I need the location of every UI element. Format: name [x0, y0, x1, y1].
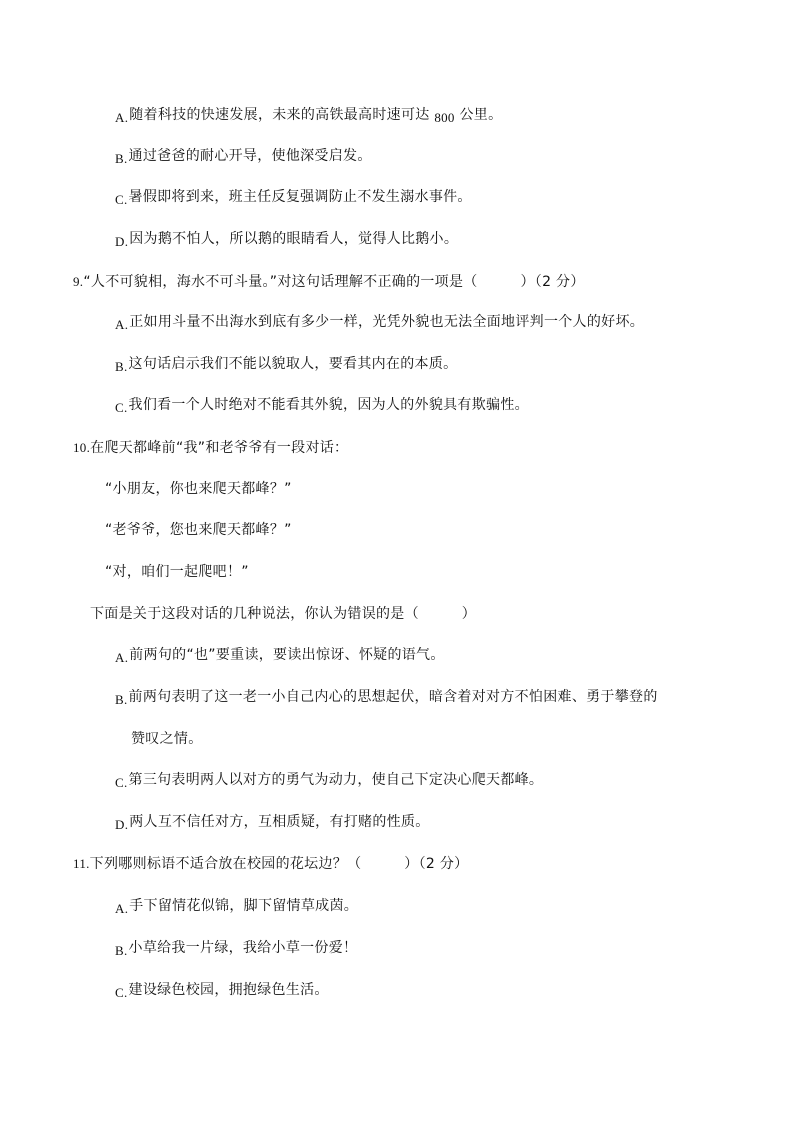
q8-option-a	[115, 105, 502, 125]
question-text: 下列哪则标语不适合放在校园的花坛边？（ ）（2 分）	[89, 856, 469, 872]
option-text: 暑假即将到来，班主任反复强调防止不发生溺水事件。	[128, 189, 472, 205]
q8-option-b	[115, 146, 372, 166]
option-text: 前两句的“也”要重读，要读出惊讶、怀疑的语气。	[129, 647, 445, 663]
q9-option-a	[115, 312, 644, 332]
option-letter: A.	[115, 110, 129, 125]
q10-prompt: 下面是关于这段对话的几种说法，你认为错误的是（ ）	[90, 606, 477, 622]
option-letter: B.	[115, 359, 128, 374]
q8-option-d	[115, 229, 458, 249]
option-text: 两人互不信任对方，互相质疑，有打赌的性质。	[129, 814, 430, 830]
option-text-after: 公里。	[454, 107, 503, 123]
question-number: 9.	[73, 274, 84, 289]
option-text: 第三句表明两人以对方的勇气为动力，使自己下定决心爬天都峰。	[128, 772, 544, 788]
option-letter: C.	[115, 400, 128, 415]
question-number: 10.	[73, 440, 91, 455]
option-letter: B.	[115, 151, 128, 166]
q10-option-a	[115, 645, 445, 665]
question-text: “人不可貌相，海水不可斗量。”对这句话理解不正确的一项是（ ）（2 分）	[83, 274, 585, 290]
q10-stem	[73, 438, 348, 458]
q10-option-b-continuation: 赞叹之情。	[131, 731, 203, 747]
q9-stem	[73, 272, 585, 292]
option-letter: D.	[115, 817, 129, 832]
option-text: 通过爸爸的耐心开导，使他深受启发。	[128, 148, 372, 164]
option-letter: D.	[115, 234, 129, 249]
q10-dialogue-line-1: “小朋友，你也来爬天都峰？”	[105, 481, 292, 497]
q10-option-c	[115, 770, 543, 790]
q11-stem	[73, 854, 468, 874]
option-text: 前两句表明了这一老一小自己内心的思想起伏，暗含着对对方不怕困难、勇于攀登的	[128, 689, 658, 705]
q8-option-c	[115, 187, 472, 207]
q10-option-b	[115, 687, 658, 707]
option-letter: A.	[115, 650, 129, 665]
option-letter: C.	[115, 192, 128, 207]
option-letter: A.	[115, 901, 129, 916]
option-text: 这句话启示我们不能以貌取人，要看其内在的本质。	[128, 356, 458, 372]
option-letter: C.	[115, 775, 128, 790]
option-text: 我们看一个人时绝对不能看其外貌，因为人的外貌具有欺骗性。	[128, 397, 529, 413]
option-text: 正如用斗量不出海水到底有多少一样，光凭外貌也无法全面地评判一个人的好坏。	[129, 314, 645, 330]
option-letter: B.	[115, 692, 128, 707]
option-text: 手下留情花似锦，脚下留情草成茵。	[129, 898, 359, 914]
option-letter: B.	[115, 943, 128, 958]
option-text: 随着科技的快速发展，未来的高铁最高时速可达	[129, 107, 435, 123]
option-text: 因为鹅不怕人，所以鹅的眼睛看人，觉得人比鹅小。	[129, 231, 459, 247]
q11-option-b	[115, 938, 357, 958]
question-text: 在爬天都峰前“我”和老爷爷有一段对话：	[90, 440, 349, 456]
option-letter: A.	[115, 317, 129, 332]
option-number: 800	[434, 110, 455, 125]
q9-option-b	[115, 354, 457, 374]
option-text: 小草给我一片绿，我给小草一份爱！	[128, 940, 358, 956]
q11-option-c	[115, 980, 329, 1000]
q9-option-c	[115, 395, 529, 415]
option-letter: C.	[115, 985, 128, 1000]
q10-dialogue-line-2: “老爷爷，您也来爬天都峰？”	[105, 522, 292, 538]
q10-dialogue-line-3: “对，咱们一起爬吧！”	[105, 564, 249, 580]
question-number: 11.	[73, 856, 90, 871]
option-text: 建设绿色校园，拥抱绿色生活。	[128, 982, 329, 998]
q10-option-d	[115, 812, 430, 832]
q11-option-a	[115, 896, 358, 916]
